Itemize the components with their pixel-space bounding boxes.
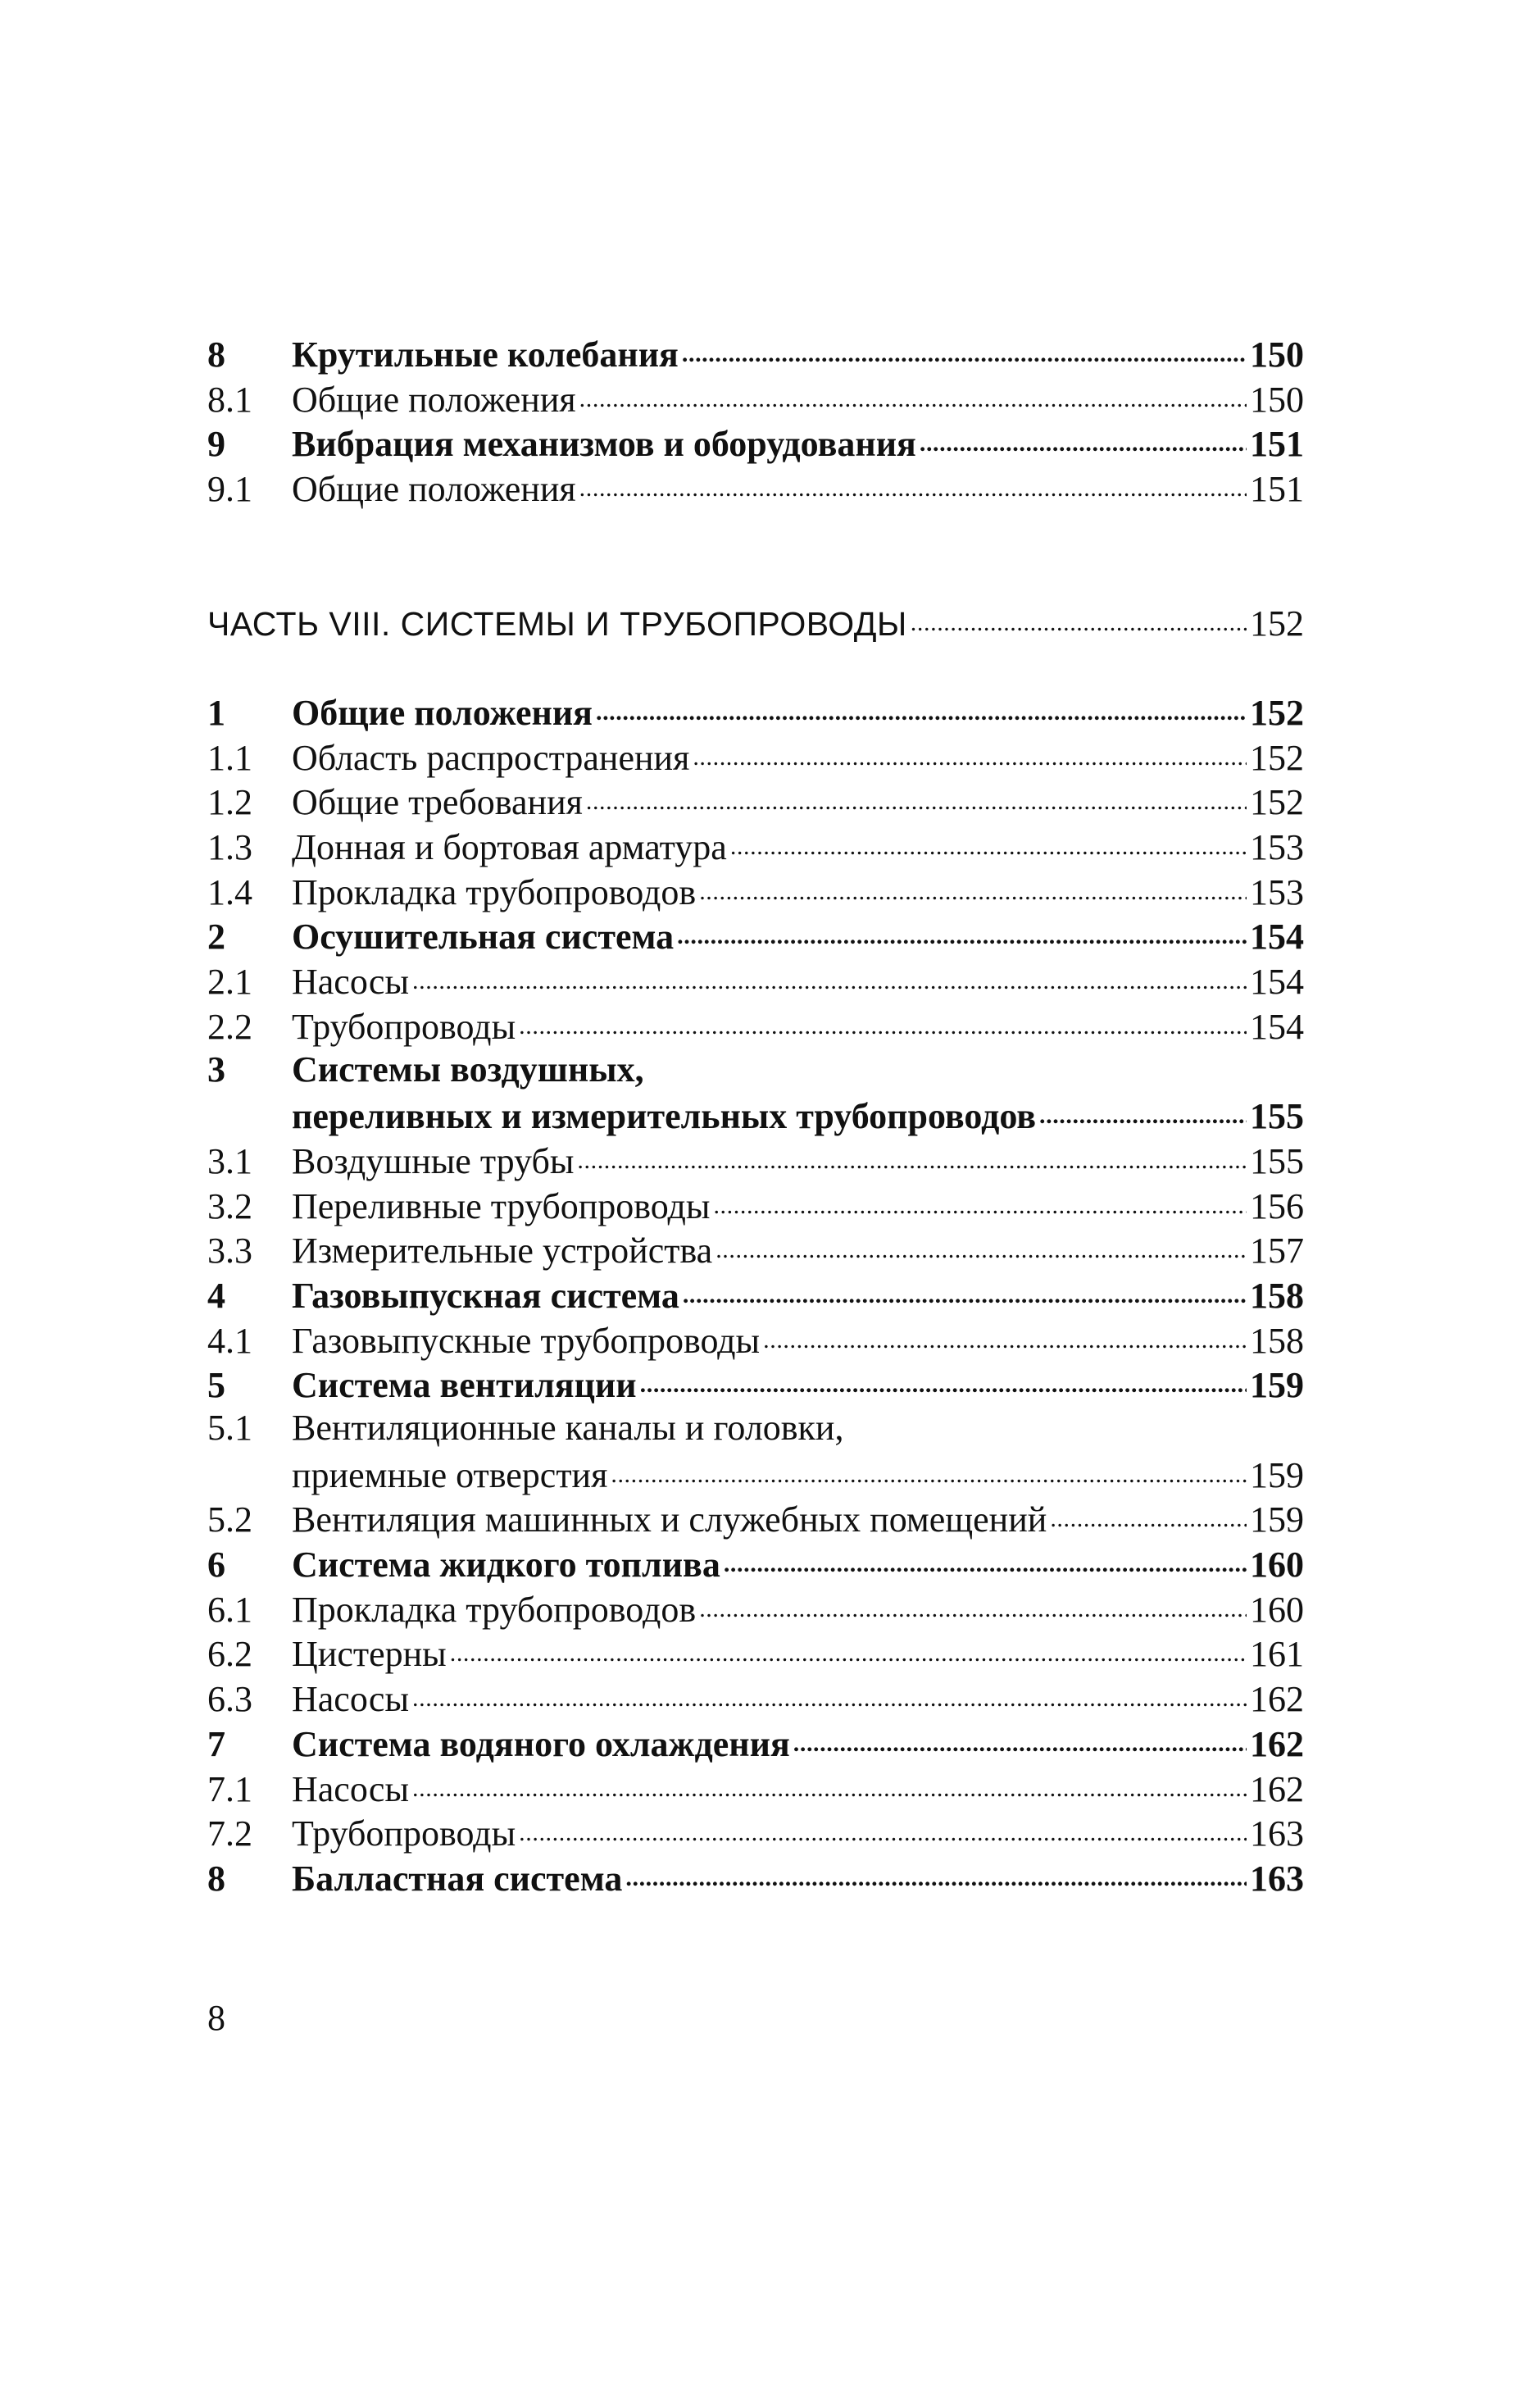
leader-dots: [763, 1317, 1247, 1353]
leader-dots: [715, 1226, 1247, 1263]
section-number: 2: [207, 917, 225, 958]
section-title: Общие положения: [292, 693, 593, 733]
section-number: 7: [207, 1723, 225, 1764]
section-title: Переливные трубопроводы: [292, 1185, 711, 1226]
section-number: 8: [207, 334, 225, 375]
page-number: 151: [1250, 424, 1304, 465]
toc-row: [207, 1048, 1304, 1093]
section-title: Трубопроводы: [292, 1813, 516, 1854]
section-title: Вибрация механизмов и оборудования: [292, 424, 916, 465]
section-number: 3.2: [207, 1185, 252, 1226]
toc-row: [207, 689, 1304, 734]
section-title: Общие положения: [292, 379, 576, 420]
leader-dots: [1039, 1092, 1247, 1128]
section-number: 5.1: [207, 1408, 252, 1448]
leader-dots: [920, 420, 1247, 456]
page-number: 153: [1250, 871, 1304, 912]
toc-row: [207, 1361, 1304, 1406]
page-number: 154: [1250, 962, 1304, 1003]
page-number: 155: [1250, 1096, 1304, 1137]
section-number: 8.1: [207, 379, 252, 420]
leader-dots: [682, 330, 1247, 366]
toc-row: [207, 420, 1304, 465]
leader-dots: [699, 868, 1247, 904]
toc-row: [207, 1317, 1304, 1362]
section-number: 6.3: [207, 1679, 252, 1720]
toc-row: [207, 1630, 1304, 1675]
leader-dots: [519, 1003, 1247, 1039]
section-number: 6.1: [207, 1589, 252, 1630]
toc-row: [207, 465, 1304, 510]
page-number: 150: [1250, 334, 1304, 375]
leader-dots: [625, 1854, 1247, 1890]
page-number: 154: [1250, 1006, 1304, 1047]
section-number: 2.1: [207, 962, 252, 1003]
leader-dots: [586, 778, 1247, 814]
section-title: Осушительная система: [292, 917, 675, 958]
page-number: 152: [1250, 693, 1304, 733]
page-number: 160: [1250, 1545, 1304, 1586]
page-number: 163: [1250, 1813, 1304, 1854]
section-number: 5.2: [207, 1499, 252, 1540]
page-number: 163: [1250, 1858, 1304, 1899]
section-title: Насосы: [292, 1679, 410, 1720]
section-title: Область распространения: [292, 737, 690, 778]
toc-row: [207, 1809, 1304, 1854]
section-number: 4: [207, 1275, 225, 1316]
toc-row: [207, 1586, 1304, 1631]
section-number: 3.3: [207, 1231, 252, 1272]
page-number: 150: [1250, 379, 1304, 420]
section-number: 3.1: [207, 1140, 252, 1181]
leader-dots: [519, 1809, 1247, 1845]
leader-dots: [577, 1137, 1247, 1173]
leader-dots: [640, 1361, 1247, 1397]
toc-row: [207, 1226, 1304, 1272]
page-number: 162: [1250, 1679, 1304, 1720]
toc-row: [207, 912, 1304, 958]
toc-row: [207, 1092, 1304, 1137]
leader-dots: [699, 1586, 1247, 1622]
leader-dots: [611, 1451, 1247, 1487]
leader-dots: [713, 1182, 1247, 1218]
toc-row: [207, 375, 1304, 421]
page-number: 155: [1250, 1140, 1304, 1181]
toc-row: [207, 1675, 1304, 1720]
toc-block-vibration: [207, 330, 1304, 510]
section-number: 9.1: [207, 469, 252, 510]
toc-block-systems: [207, 689, 1304, 1899]
toc-row: [207, 1495, 1304, 1540]
toc-row: [207, 1451, 1304, 1496]
section-title: Система вентиляции: [292, 1365, 637, 1406]
part-title: ЧАСТЬ VIII. СИСТЕМЫ И ТРУБОПРОВОДЫ: [207, 605, 907, 643]
section-title: приемные отверстия: [292, 1454, 608, 1495]
section-title: Система водяного охлаждения: [292, 1723, 790, 1764]
section-title: Балластная система: [292, 1858, 623, 1899]
toc-row: [207, 958, 1304, 1003]
section-title: Вентиляционные каналы и головки,: [292, 1408, 844, 1448]
leader-dots: [730, 823, 1247, 859]
leader-dots: [677, 912, 1247, 949]
toc-row: [207, 330, 1304, 375]
leader-dots: [412, 1675, 1247, 1711]
toc-part-heading: [207, 599, 1304, 644]
page-number: 162: [1250, 1723, 1304, 1764]
page-number: 158: [1250, 1275, 1304, 1316]
toc-row: [207, 868, 1304, 913]
page-number: 162: [1250, 1768, 1304, 1809]
toc-row: [207, 778, 1304, 823]
section-number: 9: [207, 424, 225, 465]
section-title: Системы воздушных,: [292, 1049, 644, 1090]
leader-dots: [412, 1765, 1247, 1801]
leader-dots: [1050, 1495, 1247, 1531]
leader-dots: [579, 465, 1247, 501]
page-number: 159: [1250, 1365, 1304, 1406]
section-number: 1.3: [207, 827, 252, 868]
section-title: Общие требования: [292, 782, 583, 823]
section-number: 4.1: [207, 1320, 252, 1361]
page-number: 156: [1250, 1185, 1304, 1226]
section-title: Измерительные устройства: [292, 1231, 713, 1272]
page-folio: 8: [207, 1998, 225, 2038]
toc-row: [207, 1720, 1304, 1765]
page-number: 152: [1250, 737, 1304, 778]
section-title: Насосы: [292, 1768, 410, 1809]
section-number: 7.2: [207, 1813, 252, 1854]
page-number: 158: [1250, 1320, 1304, 1361]
page-number: 154: [1250, 917, 1304, 958]
toc-row: [207, 1182, 1304, 1227]
toc-row: [207, 1406, 1304, 1451]
section-title: Цистерны: [292, 1634, 447, 1675]
page-number: 152: [1250, 603, 1304, 644]
leader-dots: [693, 734, 1247, 770]
leader-dots: [683, 1272, 1247, 1308]
section-title: Газовыпускная система: [292, 1275, 679, 1316]
page-number: 161: [1250, 1634, 1304, 1675]
page-number: 160: [1250, 1589, 1304, 1630]
page-number: 153: [1250, 827, 1304, 868]
toc-row: [207, 1765, 1304, 1810]
leader-dots: [412, 958, 1247, 994]
section-number: 5: [207, 1365, 225, 1406]
leader-dots: [579, 375, 1247, 412]
section-number: 6: [207, 1545, 225, 1586]
section-title: Воздушные трубы: [292, 1140, 575, 1181]
section-title: Общие положения: [292, 469, 576, 510]
section-number: 1.1: [207, 737, 252, 778]
toc-row: [207, 823, 1304, 868]
leader-dots: [596, 689, 1247, 725]
leader-dots: [793, 1720, 1247, 1756]
section-number: 8: [207, 1858, 225, 1899]
section-number: 6.2: [207, 1634, 252, 1675]
page-number: 157: [1250, 1231, 1304, 1272]
section-title: Трубопроводы: [292, 1006, 516, 1047]
toc-row: [207, 1854, 1304, 1899]
leader-dots: [450, 1630, 1247, 1666]
section-number: 3: [207, 1049, 225, 1090]
toc-row: [207, 1540, 1304, 1586]
page-number: 159: [1250, 1499, 1304, 1540]
section-title: Донная и бортовая арматура: [292, 827, 727, 868]
toc-row: [207, 1003, 1304, 1048]
section-number: 7.1: [207, 1768, 252, 1809]
section-title: Прокладка трубопроводов: [292, 871, 697, 912]
page-number: 159: [1250, 1454, 1304, 1495]
section-title: Вентиляция машинных и служебных помещений: [292, 1499, 1047, 1540]
section-title: Система жидкого топлива: [292, 1545, 720, 1586]
section-title: Насосы: [292, 962, 410, 1003]
part-row: [207, 599, 1304, 644]
toc-row: [207, 734, 1304, 779]
section-title: переливных и измерительных трубопроводов: [292, 1096, 1036, 1137]
section-number: 2.2: [207, 1006, 252, 1047]
section-title: Прокладка трубопроводов: [292, 1589, 697, 1630]
section-title: Газовыпускные трубопроводы: [292, 1320, 761, 1361]
toc-row: [207, 1272, 1304, 1317]
toc-row: [207, 1137, 1304, 1182]
leader-dots: [724, 1540, 1247, 1576]
leader-dots: [911, 599, 1247, 635]
page-number: 152: [1250, 782, 1304, 823]
section-number: 1: [207, 693, 225, 733]
section-title: Крутильные колебания: [292, 334, 679, 375]
page-number: 151: [1250, 469, 1304, 510]
section-number: 1.4: [207, 871, 252, 912]
section-number: 1.2: [207, 782, 252, 823]
